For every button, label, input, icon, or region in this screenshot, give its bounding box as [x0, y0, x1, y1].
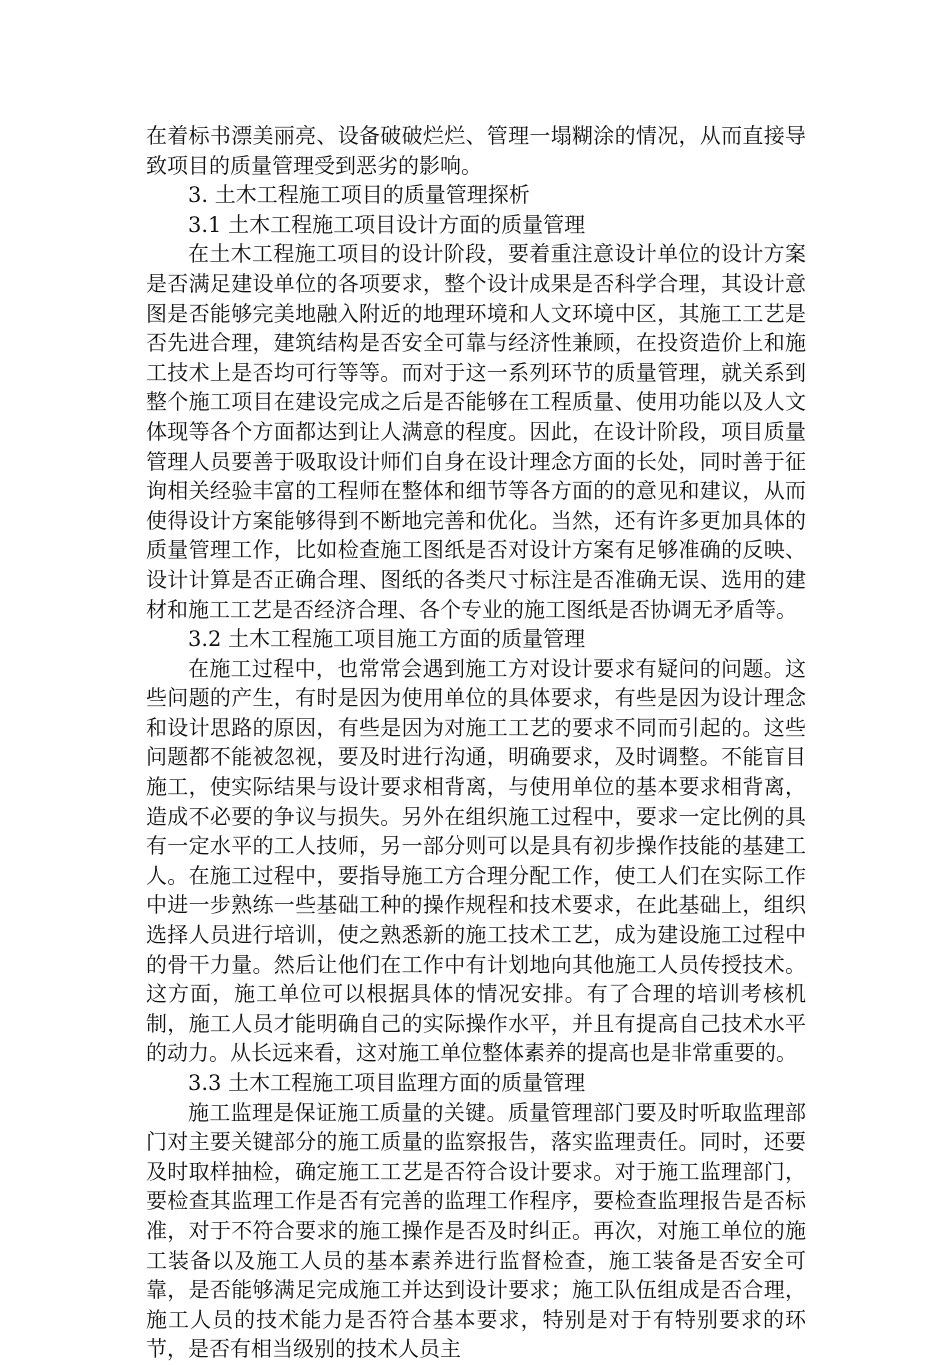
section-3-2-heading: 3.2 土木工程施工项目施工方面的质量管理: [188, 627, 586, 652]
section-3-2-paragraph: 在施工过程中，也常常会遇到施工方对设计要求有疑问的问题。这些问题的产生，有时是因为使用单位的具体要求，有些是因为设计理念和设计思路的原因，有些是因为对施工工艺的要求不同而引起的。这些问题都不能被忽视，要及时进行沟通，明确要求，及时调整。不能盲目施工，使实际结果与设计要求相背离，与使用单位的基本要求相背离，造成不必要的争议与损失。另外在组织施工过程中，要求一定比例的具有一定水平的工人技师，另一部分则可以是具有初步操作技能的基建工人。在施工过程中，要指导施工方合理分配工作，使工人们在实际工作中进一步熟练一些基础工种的操作规程和技术要求，在此基础上，组织选择人员进行培训，使之熟悉新的施工技术工艺，成为建设施工过程中的骨干力量。然后让他们在工作中有计划地向其他施工人员传授技术。这方面，施工单位可以根据具体的情况安排。有了合理的培训考核机制，施工人员才能明确自己的实际操作水平，并且有提高自己技术水平的动力。从长远来看，这对施工单位整体素养的提高也是非常重要的。: [146, 656, 806, 1066]
document-page: [146, 122, 806, 1365]
section-3-3-heading: 3.3 土木工程施工项目监理方面的质量管理: [188, 1071, 586, 1095]
section-3-heading: 3. 土木工程施工项目的质量管理探析: [188, 183, 530, 208]
section-3-3-paragraph: 施工监理是保证施工质量的关键。质量管理部门要及时听取监理部门对主要关键部分的施工质量的监察报告，落实监理责任。同时，还要及时取样抽检，确定施工工艺是否符合设计要求。对于施工监理部门，要检查其监理工作是否有完善的监理工作程序，要检查监理报告是否标准，对于不符合要求的施工操作是否及时纠正。再次，对施工单位的施工装备以及施工人员的基本素养进行监督检查，施工装备是否安全可靠，是否能够满足完成施工并达到设计要求；施工队伍组成是否合理，施工人员的技术能力是否符合基本要求，特别是对于有特别要求的环节，是否有相当级别的技术人员主: [146, 1100, 806, 1362]
intro-continuation-paragraph: 在着标书漂美丽亮、设备破破烂烂、管理一塌糊涂的情况，从而直接导致项目的质量管理受到恶劣的影响。: [146, 124, 806, 178]
section-3-1-paragraph: 在土木工程施工项目的设计阶段，要着重注意设计单位的设计方案是否满足建设单位的各项要求，整个设计成果是否科学合理，其设计意图是否能够完美地融入附近的地理环境和人文环境中区，其施工工艺是否先进合理，建筑结构是否安全可靠与经济性兼顾，在投资造价上和施工技术上是否均可行等等。而对于这一系列环节的质量管理，就关系到整个施工项目在建设完成之后是否能够在工程质量、使用功能以及人文体现等各个方面都达到让人满意的程度。因此，在设计阶段，项目质量管理人员要善于吸取设计师们自身在设计理念方面的长处，同时善于征询相关经验丰富的工程师在整体和细节等各方面的的意见和建议，从而使得设计方案能够得到不断地完善和优化。当然，还有许多更加具体的质量管理工作，比如检查施工图纸是否对设计方案有足够准确的反映、设计计算是否正确合理、图纸的各类尺寸标注是否准确无误、选用的建材和施工工艺是否经济合理、各个专业的施工图纸是否协调无矛盾等。: [146, 242, 806, 622]
section-3-1-heading: 3.1 土木工程施工项目设计方面的质量管理: [188, 212, 586, 237]
